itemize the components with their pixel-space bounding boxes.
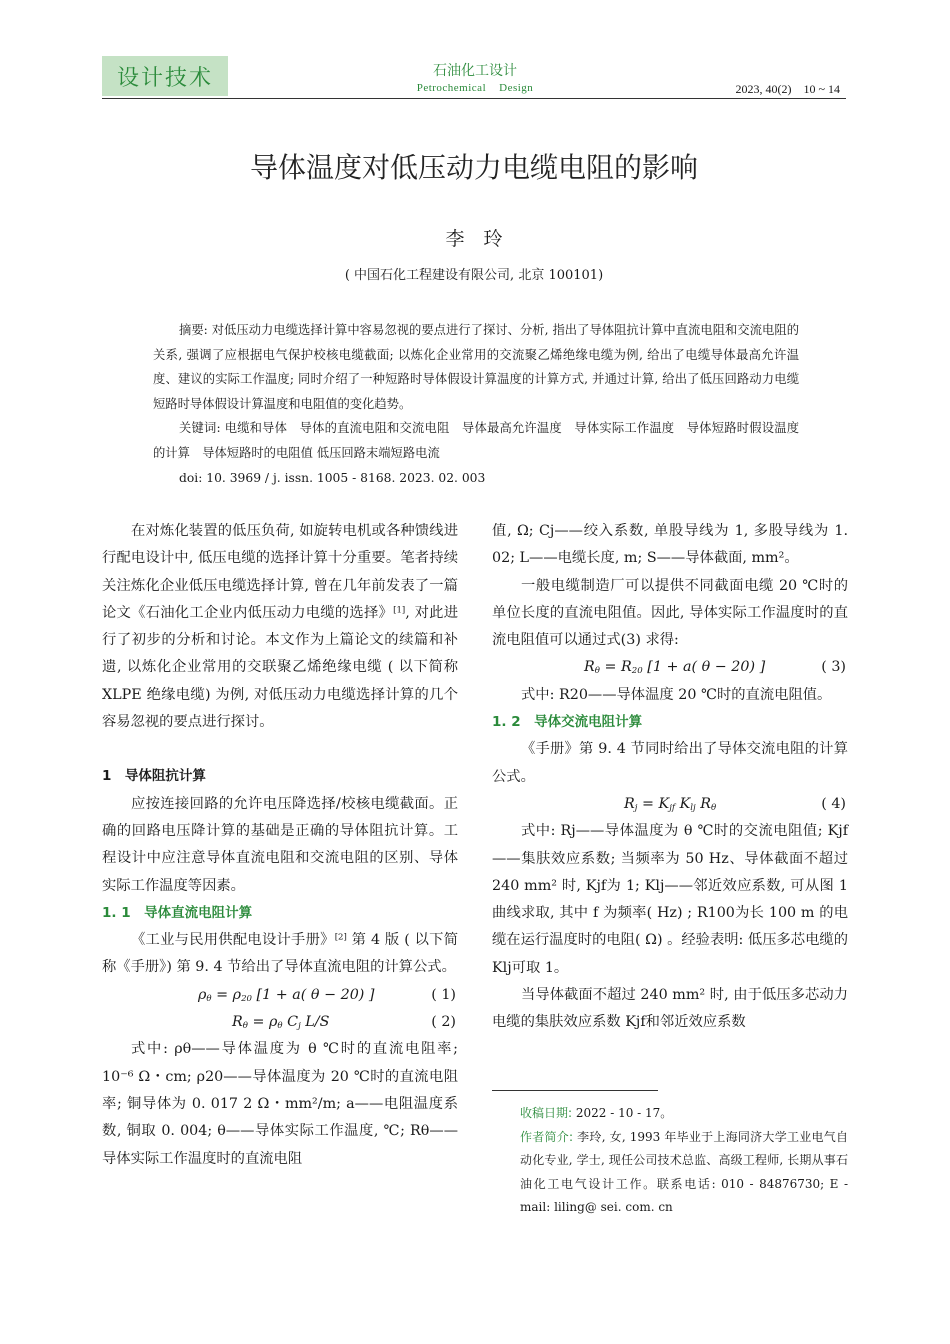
footnote-divider (492, 1090, 658, 1091)
footnote (520, 1102, 848, 1220)
affiliation: ( 中国石化工程建设有限公司, 北京 100101) (344, 268, 604, 283)
abstract-block (153, 318, 799, 490)
equation-4-legend: 式中: Rj——导体温度为 θ ℃时的交流电阻值; Kjf——集肤效应系数; 当频率为 50 Hz、导体截面不超过 240 mm² 时, Kjf为 1; Klj——邻近效应系数, 可从图 1 曲线求取, 其中 f 为频率( Hz) ; R100为长 100 m 的电缆在运行温度时的电阻( Ω) 。经验表明: 低压多芯电缆的 Klj可取 1。 (492, 823, 848, 976)
section-1-paragraph: 应按连接回路的允许电压降选择/校核电缆截面。正确的回路电压降计算的基础是正确的导体阻抗计算。工程设计中应注意导体直流电阻和交流电阻的区别、导体实际工作温度等因素。 (102, 795, 458, 894)
issue-info: 2023, 40(2) 10 ~ 14 (735, 82, 840, 96)
equation-4-number: ( 4) (821, 795, 846, 812)
equation-3-legend: 式中: R20——导体温度 20 ℃时的直流电阻值。 (521, 686, 832, 703)
equation-4: $R_j = K_{jf}$ $K_{lj}$ $R_\theta$ ( 4) (492, 791, 848, 818)
journal-name-cn: 石油化工设计 (433, 63, 517, 79)
dc-resistance-paragraph: 一般电缆制造厂可以提供不同截面电缆 20 ℃时的单位长度的直流电阻值。因此, 导体实际工作温度时的直流电阻值可以通过式(3) 求得: (492, 577, 848, 649)
section-1-heading: 1 导体阻抗计算 (102, 768, 206, 785)
equation-2-legend-cont: 值, Ω; Cj——绞入系数, 单股导线为 1, 多股导线为 1. 02; L——电缆长度, m; S——导体截面, mm²。 (492, 523, 848, 567)
doi: doi: 10. 3969 / j. issn. 1005 - 8168. 2023. 02. 003 (179, 470, 486, 485)
left-column (102, 518, 458, 1173)
equation-1-number: ( 1) (431, 986, 456, 1003)
author-bio: 作者简介: 李玲, 女, 1993 年毕业于上海同济大学工业电气自动化专业, 学士, 现任公司技术总监、高级工程师, 长期从事石油化工电气设计工作。联系电话: 010 - 84876730; E - mail: liling@ sei. com. cn (520, 1129, 848, 1215)
equation-2-number: ( 2) (431, 1014, 456, 1031)
keywords: 关键词: 电缆和导体 导体的直流电阻和交流电阻 导体最高允许温度 导体实际工作温度 导体短路时假设温度的计算 导体短路时的电阻值 低压回路末端短路电流 (153, 421, 799, 460)
journal-name-en: Petrochemical Design (416, 82, 534, 94)
right-column (492, 518, 848, 1037)
author: 李 玲 (445, 228, 503, 250)
section-1-1-heading: 1. 1 导体直流电阻计算 (102, 904, 253, 921)
section-1-2-heading: 1. 2 导体交流电阻计算 (492, 714, 643, 731)
page-title: 导体温度对低压动力电缆电阻的影响 (249, 151, 698, 184)
equation-1: $\rho_\theta = \rho_{20}$ [1 + a( θ − 20) ] ( 1) (102, 982, 458, 1009)
section-badge: 设计技术 (102, 56, 228, 96)
citation-ref-1[interactable]: [1] (393, 605, 406, 616)
equation-3-number: ( 3) (821, 659, 846, 676)
section-1-1-paragraph: 《工业与民用供配电设计手册》[2] 第 4 版 ( 以下简称《手册》) 第 9. 4 节给出了导体直流电阻的计算公式。 (102, 932, 458, 976)
equation-3: $R_\theta = R_{20}$ [1 + a( θ − 20) ] ( 3) (492, 654, 848, 681)
equation-2: $R_\theta = \rho_\theta$ $C_j$ L/S ( 2) (102, 1009, 458, 1036)
intro-paragraph: 在对炼化装置的低压负荷, 如旋转电机或各种馈线进行配电设计中, 低压电缆的选择计算十分重要。笔者持续关注炼化企业低压电缆选择计算, 曾在几年前发表了一篇论文《石油化工企业内低压动力电缆的选择》[1], 对此进行了初步的分析和讨论。本文作为上篇论文的续篇和补遗, 以炼化企业常用的交联聚乙烯绝缘电缆 ( 以下简称 XLPE 绝缘电缆) 为例, 对低压动力电缆选择计算的几个容易忽视的要点进行探讨。 (102, 523, 459, 731)
citation-ref-2[interactable]: [2] (334, 932, 347, 943)
header-divider (102, 98, 846, 99)
equation-2-legend: 式中: ρθ——导体温度为 θ ℃时的直流电阻率; 10⁻⁶ Ω・cm; ρ20——导体温度为 20 ℃时的直流电阻率; 铜导体为 0. 017 2 Ω・mm²/m; a——电阻温度系数, 铜取 0. 004; θ——导体实际工作温度, ℃; Rθ——导体实际工作温度时的直流电阻 (102, 1041, 458, 1167)
received-date: 收稿日期: 2022 - 10 - 17。 (520, 1106, 673, 1120)
skin-effect-paragraph: 当导体截面不超过 240 mm² 时, 由于低压多芯动力电缆的集肤效应系数 Kjf和邻近效应系数 (492, 987, 848, 1031)
section-1-2-paragraph: 《手册》第 9. 4 节同时给出了导体交流电阻的计算公式。 (492, 741, 848, 785)
abstract-text: 摘要: 对低压动力电缆选择计算中容易忽视的要点进行了探讨、分析, 指出了导体阻抗计算中直流电阻和交流电阻的关系, 强调了应根据电气保护校核电缆截面; 以炼化企业常用的交流聚乙烯绝缘电缆为例, 给出了电缆导体最高允许温度、建议的实际工作温度; 同时介绍了一种短路时导体假设计算温度的计算方式, 并通过计算, 给出了低压回路动力电缆短路时导体假设计算温度和电阻值的变化趋势。 (153, 323, 799, 411)
